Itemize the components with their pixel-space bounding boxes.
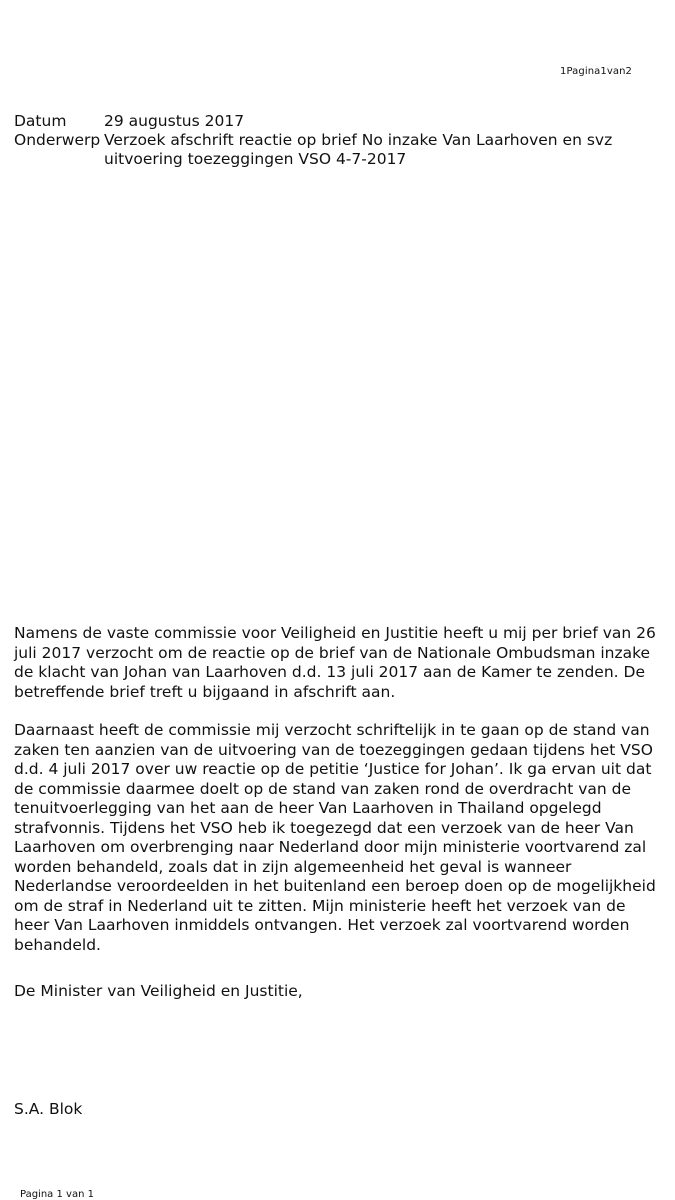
letter-metadata [14,112,649,169]
date-label: Datum [14,112,67,130]
body-paragraph-1: Namens de vaste commissie voor Veiligheid en Justitie heeft u mij per brief van 26 juli 2017 verzocht om de reactie op de brief van de Nationale Ombudsman inzake de klacht van Johan van Laarhoven d.d. 13 juli 2017 aan de Kamer te zenden. De betreffende brief treft u bijgaand in afschrift aan. [14,624,656,701]
subject-label: Onderwerp [14,131,101,149]
body-paragraph-2: Daarnaast heeft de commissie mij verzocht schriftelijk in te gaan op de stand van zaken ten aanzien van de uitvoering van de toezeggingen gedaan tijdens het VSO d.d. 4 juli 2017 over uw reactie op de petitie ‘Justice for Johan’. Ik ga ervan uit dat de commissie daarmee doelt op de stand van zaken rond de overdracht van de tenuitvoerlegging van het aan de heer Van Laarhoven in Thailand opgelegd strafvonnis. Tijdens het VSO heb ik toegezegd dat een verzoek van de heer Van Laarhoven om overbrenging naar Nederland door mijn ministerie voortvarend zal worden behandeld, zoals dat in zijn algemeenheid het geval is wanneer Nederlandse veroordeelden in het buitenland een beroep doen op de mogelijkheid om de straf in Nederland uit te zitten. Mijn ministerie heeft het verzoek van de heer Van Laarhoven inmiddels ontvangen. Het verzoek zal voortvarend worden behandeld. [14,721,656,954]
footer-page-number: Pagina 1 van 1 [20,1189,94,1200]
page-marker: 1Pagina1van2 [560,66,632,77]
subject-value: Verzoek afschrift reactie op brief No inzake Van Laarhoven en svz uitvoering toezeggingen VSO 4-7-2017 [104,131,613,168]
date-row [14,112,649,131]
signatory-name: S.A. Blok [14,1100,83,1118]
date-value: 29 augustus 2017 [104,112,245,130]
subject-row [14,131,649,169]
letter-body [14,624,664,974]
closing-salutation: De Minister van Veiligheid en Justitie, [14,982,303,1000]
